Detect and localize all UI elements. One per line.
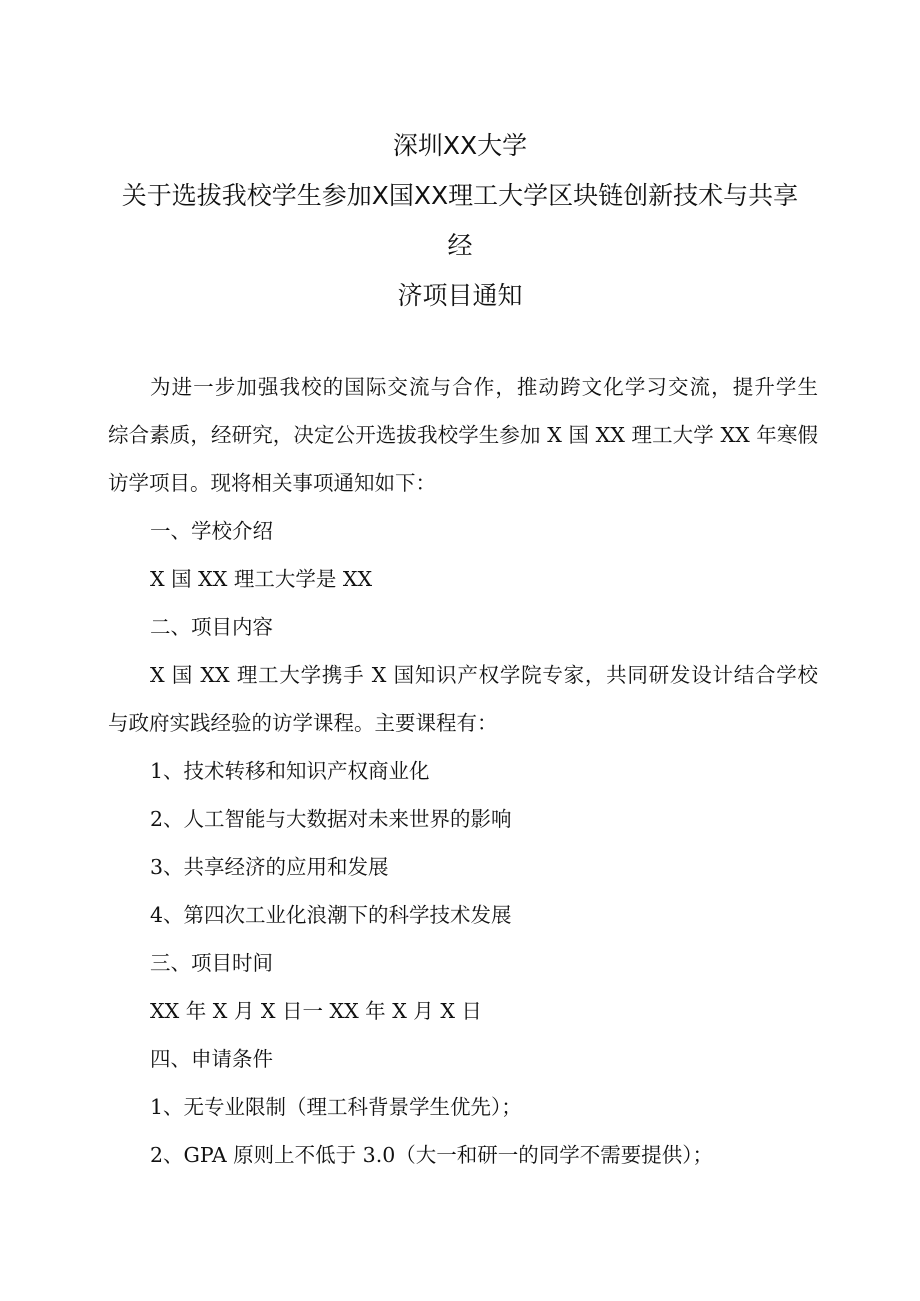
content-line-2: 与政府实践经验的访学课程。主要课程有： — [108, 711, 498, 735]
title-line-4: 济项目通知 — [397, 281, 523, 310]
section-heading-school: 一、学校介绍 — [150, 519, 273, 543]
title-line-2: 关于选拔我校学生参加X国XX理工大学区块链创新技术与共享 — [121, 181, 799, 210]
course-item-4: 4、第四次工业化浪潮下的科学技术发展 — [150, 903, 512, 927]
section-heading-content: 二、项目内容 — [150, 615, 273, 639]
course-item-2: 2、人工智能与大数据对未来世界的影响 — [150, 807, 512, 831]
condition-item-2: 2、GPA 原则上不低于 3.0（大一和研一的同学不需要提供）； — [150, 1143, 714, 1167]
intro-line-1: 为进一步加强我校的国际交流与合作，推动跨文化学习交流，提升学生 — [150, 375, 818, 399]
document-title — [100, 126, 820, 326]
title-line-3: 经 — [447, 231, 473, 260]
condition-item-1: 1、无专业限制（理工科背景学生优先）； — [150, 1095, 522, 1119]
document-body — [108, 363, 818, 1179]
section-heading-time: 三、项目时间 — [150, 951, 273, 975]
course-item-1: 1、技术转移和知识产权商业化 — [150, 759, 430, 783]
section-heading-conditions: 四、申请条件 — [150, 1047, 273, 1071]
intro-line-3: 访学项目。现将相关事项通知如下： — [108, 471, 436, 495]
section-text-school: X 国 XX 理工大学是 XX — [150, 567, 373, 591]
course-item-3: 3、共享经济的应用和发展 — [150, 855, 389, 879]
title-line-1: 深圳XX大学 — [392, 131, 528, 160]
section-text-time: XX 年 X 月 X 日一 XX 年 X 月 X 日 — [150, 999, 482, 1023]
intro-line-2: 综合素质，经研究，决定公开选拔我校学生参加 X 国 XX 理工大学 XX 年寒假 — [108, 423, 818, 447]
content-line-1: X 国 XX 理工大学携手 X 国知识产权学院专家，共同研发设计结合学校 — [150, 663, 818, 687]
